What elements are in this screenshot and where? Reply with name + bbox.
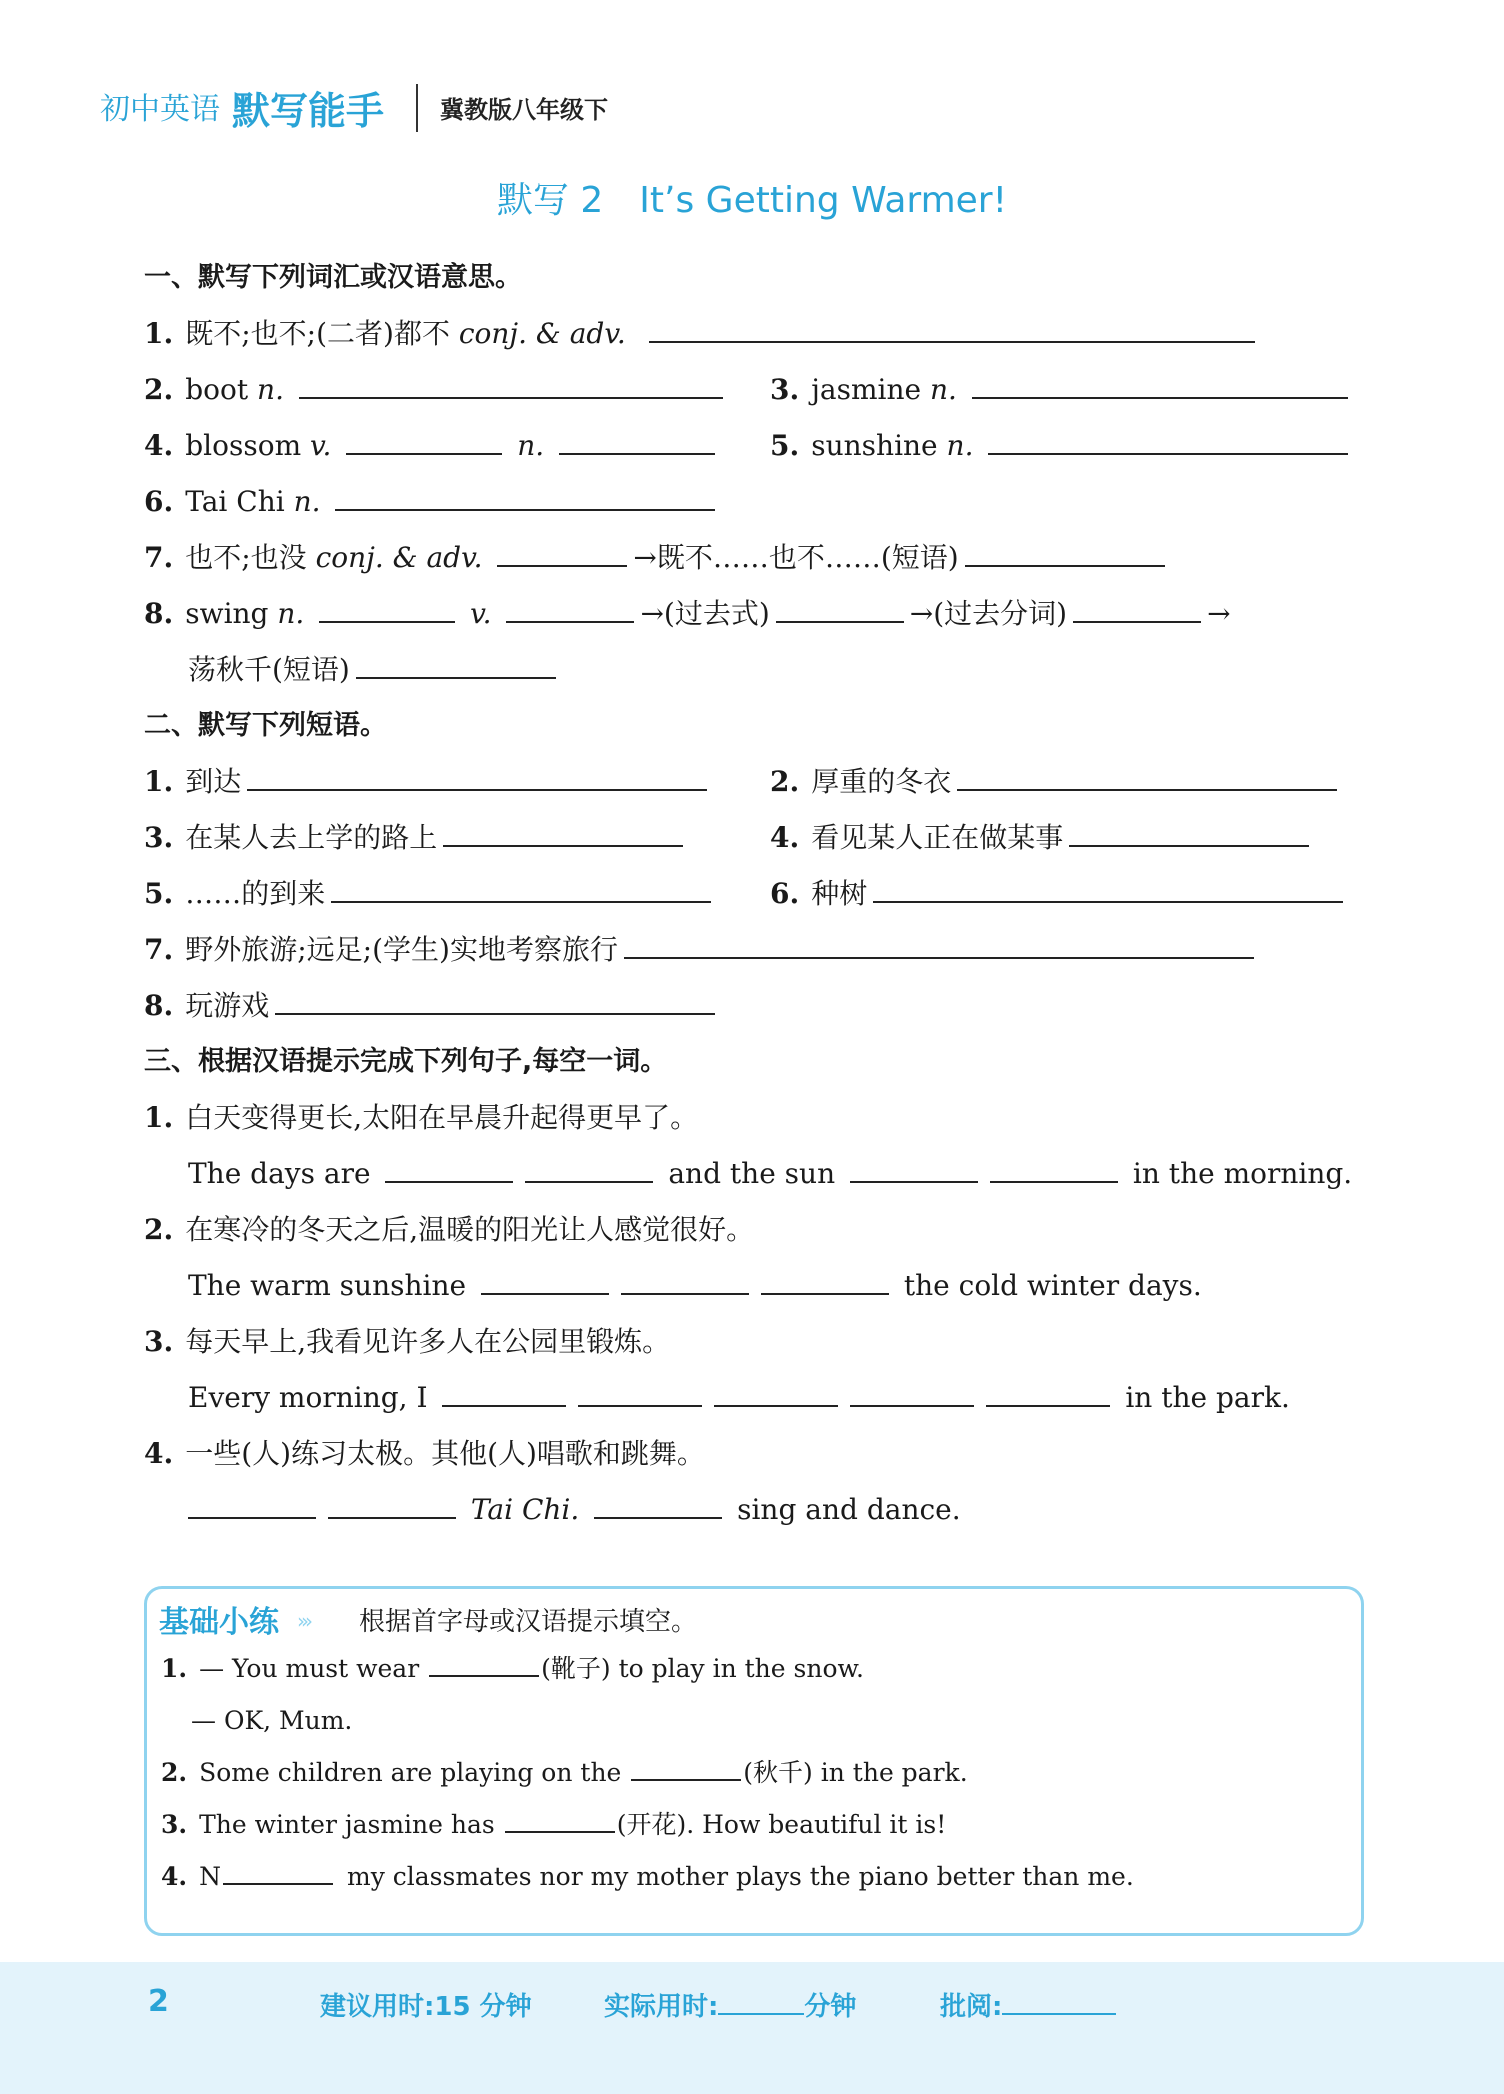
s3-item-3-en: Every morning, I in the park. bbox=[188, 1381, 1290, 1414]
answer-blank[interactable] bbox=[624, 931, 1254, 959]
section3-heading: 三、根据汉语提示完成下列句子,每空一词。 bbox=[144, 1046, 668, 1077]
s3-item-1-cn: 1. 白天变得更长,太阳在早晨升起得更早了。 bbox=[144, 1101, 699, 1134]
s1-item-8-cont: 荡秋千(短语) bbox=[188, 650, 562, 690]
answer-blank[interactable] bbox=[761, 1267, 889, 1295]
answer-blank[interactable] bbox=[850, 1379, 974, 1407]
s1-item-8: 8. swing n. v. →(过去式) →(过去分词) → bbox=[144, 597, 1231, 630]
s1-item-1: 1. 既不;也不;(二者)都不 conj. & adv. bbox=[144, 314, 1261, 354]
answer-blank[interactable] bbox=[481, 1267, 609, 1295]
answer-blank[interactable] bbox=[621, 1267, 749, 1295]
page-header bbox=[100, 80, 1404, 132]
s1-item-2: 2. boot n. bbox=[144, 370, 729, 410]
s2-item-6: 6. 种树 bbox=[770, 874, 1349, 914]
s2-item-1: 1. 到达 bbox=[144, 762, 713, 802]
s2-item-3: 3. 在某人去上学的路上 bbox=[144, 818, 689, 858]
s1-item-5: 5. sunshine n. bbox=[770, 426, 1354, 466]
section1-heading: 一、默写下列词汇或汉语意思。 bbox=[144, 262, 522, 293]
section2-heading: 二、默写下列短语。 bbox=[144, 710, 387, 741]
answer-blank[interactable] bbox=[299, 371, 723, 399]
answer-blank[interactable] bbox=[443, 819, 683, 847]
s1-item-4: 4. blossom v. n. bbox=[144, 426, 721, 466]
s2-item-8: 8. 玩游戏 bbox=[144, 986, 721, 1026]
answer-blank[interactable] bbox=[594, 1491, 722, 1519]
s3-item-3-cn: 3. 每天早上,我看见许多人在公园里锻炼。 bbox=[144, 1325, 671, 1358]
practice-instruction: 根据首字母或汉语提示填空。 bbox=[359, 1607, 698, 1637]
lesson-title: 默写 2 It’s Getting Warmer! bbox=[496, 180, 1008, 221]
s3-item-1-en: The days are and the sun in the morning. bbox=[188, 1157, 1353, 1190]
brand-subject: 初中英语 bbox=[100, 92, 220, 127]
answer-blank[interactable] bbox=[331, 875, 711, 903]
practice-title: 基础小练 bbox=[159, 1605, 279, 1640]
answer-blank[interactable] bbox=[319, 595, 455, 623]
s1-item-6: 6. Tai Chi n. bbox=[144, 482, 721, 522]
s3-item-2-en: The warm sunshine the cold winter days. bbox=[188, 1269, 1202, 1302]
s2-item-7: 7. 野外旅游;远足;(学生)实地考察旅行 bbox=[144, 930, 1260, 970]
page-number: 2 bbox=[148, 1984, 169, 2019]
practice-item-1: 1. — You must wear (靴子) to play in the snow. bbox=[161, 1654, 864, 1683]
s1-item-3: 3. jasmine n. bbox=[770, 370, 1354, 410]
answer-blank[interactable] bbox=[988, 427, 1348, 455]
actual-time: 实际用时: 分钟 bbox=[604, 1986, 856, 2023]
answer-blank[interactable] bbox=[965, 539, 1165, 567]
answer-blank[interactable] bbox=[525, 1155, 653, 1183]
answer-blank[interactable] bbox=[429, 1653, 539, 1677]
answer-blank[interactable] bbox=[188, 1491, 316, 1519]
actual-time-blank[interactable] bbox=[718, 1989, 804, 2015]
answer-blank[interactable] bbox=[972, 371, 1348, 399]
practice-item-2: 2. Some children are playing on the (秋千) in the park. bbox=[161, 1758, 968, 1787]
chevron-right-icon: ››› bbox=[297, 1609, 309, 1633]
answer-blank[interactable] bbox=[328, 1491, 456, 1519]
answer-blank[interactable] bbox=[1069, 819, 1309, 847]
answer-blank[interactable] bbox=[1073, 595, 1201, 623]
answer-blank[interactable] bbox=[385, 1155, 513, 1183]
answer-blank[interactable] bbox=[631, 1757, 741, 1781]
answer-blank[interactable] bbox=[873, 875, 1343, 903]
review-blank[interactable] bbox=[1002, 1989, 1116, 2015]
answer-blank[interactable] bbox=[247, 763, 707, 791]
answer-blank[interactable] bbox=[986, 1379, 1110, 1407]
answer-blank[interactable] bbox=[559, 427, 715, 455]
review-field: 批阅: bbox=[940, 1986, 1116, 2023]
s2-item-5: 5. ……的到来 bbox=[144, 874, 717, 914]
answer-blank[interactable] bbox=[776, 595, 904, 623]
s3-item-2-cn: 2. 在寒冷的冬天之后,温暖的阳光让人感觉很好。 bbox=[144, 1213, 755, 1246]
answer-blank[interactable] bbox=[850, 1155, 978, 1183]
answer-blank[interactable] bbox=[497, 539, 627, 567]
s2-item-2: 2. 厚重的冬衣 bbox=[770, 762, 1343, 802]
answer-blank[interactable] bbox=[505, 1809, 615, 1833]
answer-blank[interactable] bbox=[506, 595, 634, 623]
practice-item-3: 3. The winter jasmine has (开花). How beautiful it is! bbox=[161, 1810, 947, 1839]
edition-label: 冀教版八年级下 bbox=[440, 96, 608, 124]
s2-item-4: 4. 看见某人正在做某事 bbox=[770, 818, 1315, 858]
answer-blank[interactable] bbox=[578, 1379, 702, 1407]
answer-blank[interactable] bbox=[275, 987, 715, 1015]
answer-blank[interactable] bbox=[356, 651, 556, 679]
answer-blank[interactable] bbox=[442, 1379, 566, 1407]
answer-blank[interactable] bbox=[957, 763, 1337, 791]
s3-item-4-en: Tai Chi. sing and dance. bbox=[188, 1490, 961, 1530]
answer-blank[interactable] bbox=[649, 315, 1255, 343]
answer-blank[interactable] bbox=[335, 483, 715, 511]
page-footer bbox=[0, 1962, 1504, 2094]
suggested-time: 建议用时:15 分钟 bbox=[320, 1992, 532, 2022]
basic-practice-box bbox=[144, 1586, 1364, 1936]
brand-series: 默写能手 bbox=[232, 89, 385, 133]
answer-blank[interactable] bbox=[223, 1861, 333, 1885]
header-divider bbox=[416, 84, 418, 132]
practice-item-1-reply: — OK, Mum. bbox=[191, 1706, 353, 1735]
s1-item-7: 7. 也不;也没 conj. & adv. →既不……也不……(短语) bbox=[144, 538, 1171, 578]
answer-blank[interactable] bbox=[714, 1379, 838, 1407]
practice-item-4: 4. N my classmates nor my mother plays the piano better than me. bbox=[161, 1862, 1134, 1891]
answer-blank[interactable] bbox=[990, 1155, 1118, 1183]
answer-blank[interactable] bbox=[346, 427, 502, 455]
s3-item-4-cn: 4. 一些(人)练习太极。其他(人)唱歌和跳舞。 bbox=[144, 1437, 705, 1470]
